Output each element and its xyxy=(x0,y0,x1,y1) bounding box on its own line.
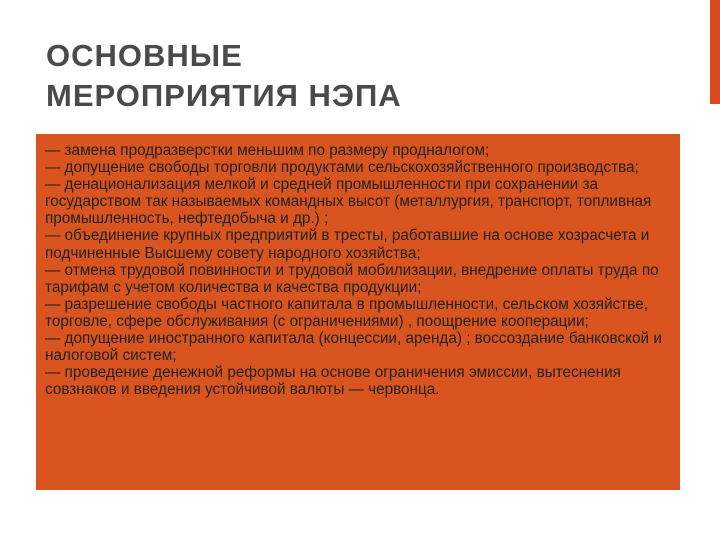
slide-title xyxy=(46,36,402,116)
list-item: — допущение иностранного капитала (концессии, аренда) ; воссоздание банковской и налоговой систем; xyxy=(45,330,662,365)
measures-list xyxy=(45,142,672,398)
content-box xyxy=(36,134,680,490)
list-item: — замена продразверстки меньшим по размеру продналогом; xyxy=(45,142,490,159)
slide-title-line-2: МЕРОПРИЯТИЯ НЭПА xyxy=(46,78,402,113)
accent-bar xyxy=(710,0,720,104)
list-item: — допущение свободы торговли продуктами сельскохозяйственного производства; xyxy=(45,159,639,177)
slide-title-line-1: ОСНОВНЫЕ xyxy=(46,38,243,73)
list-item: — денационализация мелкой и средней промышленности при сохранении за государством так называемых командных высот (металлургия, транспорт, топливная промышленность, нефтедобыча и др.) ; xyxy=(45,176,652,228)
list-item: — отмена трудовой повинности и трудовой мобилизации, внедрение оплаты труда по тарифам с учетом количества и качества продукции; xyxy=(45,261,659,296)
list-item: — объединение крупных предприятий в тресты, работавшие на основе хозрасчета и подчиненные Высшему совету народного хозяйства; xyxy=(45,227,650,262)
list-item: — разрешение свободы частного капитала в промышленности, сельском хозяйстве, торговле, сфере обслуживания (с ограничениями) , поощрение кооперации; xyxy=(45,295,648,330)
list-item: — проведение денежной реформы на основе ограничения эмиссии, вытеснения совзнаков и введения устойчивой валюты — червонца. xyxy=(45,364,621,399)
